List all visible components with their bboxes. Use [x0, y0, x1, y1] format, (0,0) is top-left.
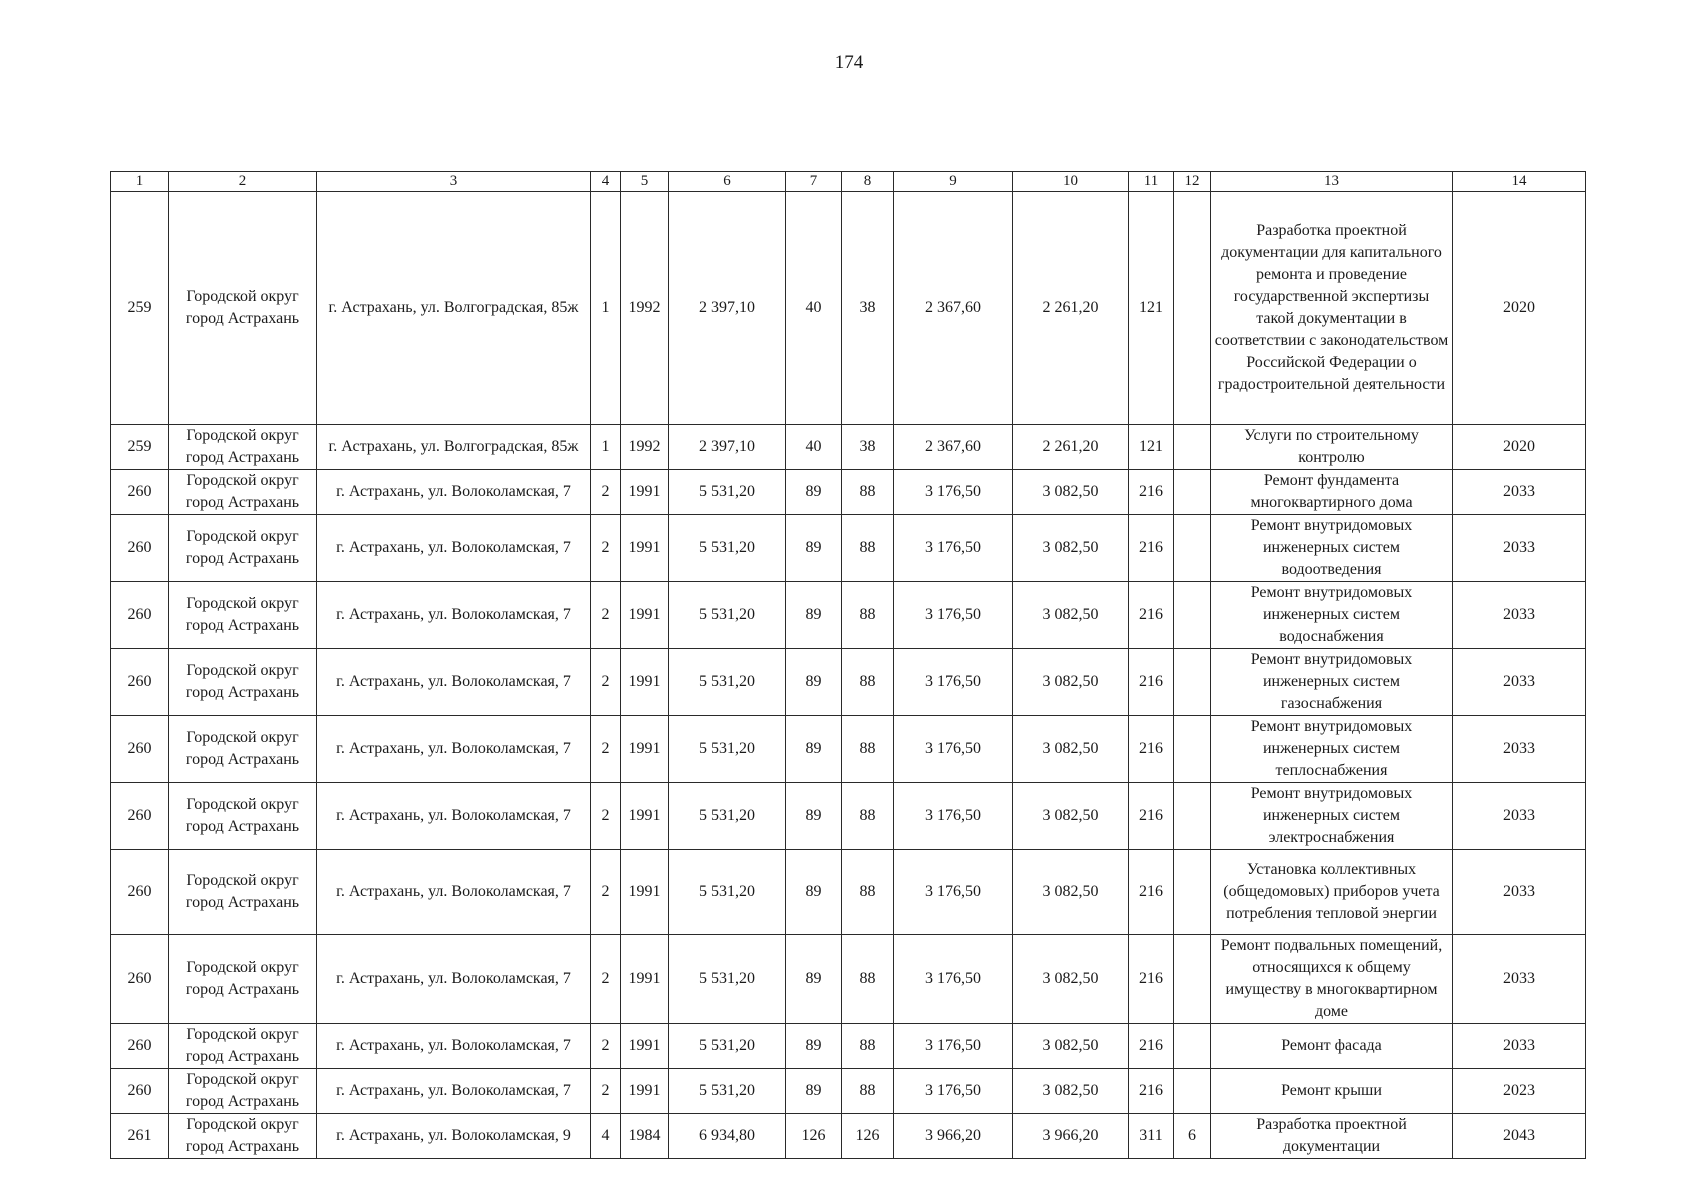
cell-number: 259 [111, 425, 169, 470]
cell-residential-area: 3 176,50 [894, 582, 1013, 649]
cell-total-area: 5 531,20 [669, 1024, 786, 1069]
cell-number: 260 [111, 470, 169, 515]
cell-private-area: 3 082,50 [1013, 716, 1129, 783]
cell-col-12 [1174, 716, 1211, 783]
cell-address: г. Астрахань, ул. Волоколамская, 7 [317, 515, 591, 582]
cell-residents: 88 [842, 649, 894, 716]
header-cell: 11 [1129, 172, 1174, 192]
cell-year: 1991 [621, 716, 669, 783]
cell-residents: 38 [842, 192, 894, 425]
table-row [111, 649, 1586, 716]
cell-address: г. Астрахань, ул. Волоколамская, 7 [317, 470, 591, 515]
cell-planned-year: 2020 [1453, 192, 1586, 425]
cell-floors: 2 [591, 515, 621, 582]
cell-residents: 88 [842, 1024, 894, 1069]
cell-total-area: 5 531,20 [669, 470, 786, 515]
header-cell: 6 [669, 172, 786, 192]
cell-private-area: 3 082,50 [1013, 649, 1129, 716]
cell-residents: 88 [842, 935, 894, 1024]
cell-total-area: 2 397,10 [669, 192, 786, 425]
cell-year: 1991 [621, 582, 669, 649]
cell-floors: 2 [591, 935, 621, 1024]
cell-municipality: Городской округ город Астрахань [169, 935, 317, 1024]
cell-municipality: Городской округ город Астрахань [169, 470, 317, 515]
header-cell: 5 [621, 172, 669, 192]
cell-year: 1992 [621, 192, 669, 425]
table-row [111, 935, 1586, 1024]
cell-floors: 2 [591, 1024, 621, 1069]
cell-number: 261 [111, 1114, 169, 1159]
cell-planned-year: 2033 [1453, 582, 1586, 649]
cell-apartments: 89 [786, 716, 842, 783]
cell-residential-area: 3 176,50 [894, 716, 1013, 783]
cell-apartments: 40 [786, 425, 842, 470]
cell-registered: 216 [1129, 515, 1174, 582]
cell-floors: 2 [591, 850, 621, 935]
cell-year: 1991 [621, 515, 669, 582]
cell-private-area: 3 082,50 [1013, 1069, 1129, 1114]
header-cell: 10 [1013, 172, 1129, 192]
cell-registered: 216 [1129, 850, 1174, 935]
cell-number: 260 [111, 1024, 169, 1069]
cell-municipality: Городской округ город Астрахань [169, 716, 317, 783]
cell-private-area: 2 261,20 [1013, 425, 1129, 470]
cell-number: 260 [111, 515, 169, 582]
cell-municipality: Городской округ город Астрахань [169, 783, 317, 850]
table-header [111, 172, 1586, 192]
cell-col-12 [1174, 1024, 1211, 1069]
cell-work-type: Ремонт подвальных помещений, относящихся к общему имуществу в многоквартирном доме [1211, 935, 1453, 1024]
cell-apartments: 89 [786, 515, 842, 582]
cell-total-area: 5 531,20 [669, 783, 786, 850]
cell-work-type: Ремонт внутридомовых инженерных систем теплоснабжения [1211, 716, 1453, 783]
cell-year: 1991 [621, 850, 669, 935]
cell-registered: 121 [1129, 192, 1174, 425]
cell-number: 260 [111, 649, 169, 716]
cell-year: 1991 [621, 1024, 669, 1069]
cell-residential-area: 3 176,50 [894, 649, 1013, 716]
cell-floors: 4 [591, 1114, 621, 1159]
cell-residential-area: 3 176,50 [894, 850, 1013, 935]
cell-residents: 88 [842, 783, 894, 850]
cell-private-area: 3 082,50 [1013, 1024, 1129, 1069]
capital-repair-table [110, 171, 1586, 1159]
cell-residential-area: 3 176,50 [894, 515, 1013, 582]
cell-residents: 88 [842, 850, 894, 935]
cell-address: г. Астрахань, ул. Волоколамская, 7 [317, 783, 591, 850]
cell-private-area: 3 082,50 [1013, 783, 1129, 850]
cell-floors: 2 [591, 1069, 621, 1114]
cell-residential-area: 3 176,50 [894, 935, 1013, 1024]
cell-planned-year: 2033 [1453, 470, 1586, 515]
cell-registered: 216 [1129, 935, 1174, 1024]
cell-year: 1991 [621, 935, 669, 1024]
cell-total-area: 5 531,20 [669, 850, 786, 935]
cell-work-type: Ремонт фасада [1211, 1024, 1453, 1069]
cell-planned-year: 2033 [1453, 783, 1586, 850]
cell-address: г. Астрахань, ул. Волоколамская, 7 [317, 1024, 591, 1069]
cell-total-area: 5 531,20 [669, 515, 786, 582]
header-cell: 4 [591, 172, 621, 192]
cell-total-area: 5 531,20 [669, 649, 786, 716]
cell-col-12 [1174, 425, 1211, 470]
cell-year: 1991 [621, 1069, 669, 1114]
cell-private-area: 3 966,20 [1013, 1114, 1129, 1159]
cell-col-12 [1174, 582, 1211, 649]
cell-year: 1991 [621, 783, 669, 850]
cell-address: г. Астрахань, ул. Волоколамская, 7 [317, 850, 591, 935]
cell-private-area: 2 261,20 [1013, 192, 1129, 425]
cell-apartments: 89 [786, 935, 842, 1024]
cell-floors: 1 [591, 192, 621, 425]
cell-registered: 216 [1129, 1024, 1174, 1069]
cell-residents: 126 [842, 1114, 894, 1159]
cell-municipality: Городской округ город Астрахань [169, 582, 317, 649]
cell-work-type: Ремонт внутридомовых инженерных систем газоснабжения [1211, 649, 1453, 716]
cell-number: 260 [111, 582, 169, 649]
table-row [111, 425, 1586, 470]
cell-residential-area: 3 176,50 [894, 1024, 1013, 1069]
cell-registered: 216 [1129, 649, 1174, 716]
cell-planned-year: 2033 [1453, 1024, 1586, 1069]
table-body [111, 192, 1586, 1159]
cell-col-12 [1174, 850, 1211, 935]
header-cell: 8 [842, 172, 894, 192]
cell-apartments: 89 [786, 1024, 842, 1069]
cell-residents: 88 [842, 515, 894, 582]
header-cell: 12 [1174, 172, 1211, 192]
cell-floors: 2 [591, 716, 621, 783]
cell-number: 260 [111, 716, 169, 783]
cell-private-area: 3 082,50 [1013, 850, 1129, 935]
cell-municipality: Городской округ город Астрахань [169, 1069, 317, 1114]
cell-address: г. Астрахань, ул. Волоколамская, 7 [317, 716, 591, 783]
cell-municipality: Городской округ город Астрахань [169, 515, 317, 582]
table-row [111, 716, 1586, 783]
cell-planned-year: 2033 [1453, 935, 1586, 1024]
table-row [111, 470, 1586, 515]
cell-residents: 88 [842, 1069, 894, 1114]
cell-residents: 38 [842, 425, 894, 470]
cell-registered: 216 [1129, 783, 1174, 850]
cell-planned-year: 2020 [1453, 425, 1586, 470]
cell-col-12: 6 [1174, 1114, 1211, 1159]
cell-work-type: Ремонт внутридомовых инженерных систем водоснабжения [1211, 582, 1453, 649]
cell-apartments: 89 [786, 649, 842, 716]
cell-registered: 216 [1129, 1069, 1174, 1114]
cell-work-type: Ремонт фундамента многоквартирного дома [1211, 470, 1453, 515]
cell-municipality: Городской округ город Астрахань [169, 850, 317, 935]
cell-municipality: Городской округ город Астрахань [169, 649, 317, 716]
cell-municipality: Городской округ город Астрахань [169, 425, 317, 470]
cell-planned-year: 2033 [1453, 716, 1586, 783]
cell-total-area: 5 531,20 [669, 582, 786, 649]
cell-apartments: 40 [786, 192, 842, 425]
table-row [111, 582, 1586, 649]
cell-total-area: 5 531,20 [669, 935, 786, 1024]
cell-private-area: 3 082,50 [1013, 470, 1129, 515]
cell-total-area: 5 531,20 [669, 716, 786, 783]
cell-apartments: 89 [786, 470, 842, 515]
table-row [111, 192, 1586, 425]
cell-private-area: 3 082,50 [1013, 935, 1129, 1024]
cell-work-type: Разработка проектной документации [1211, 1114, 1453, 1159]
cell-private-area: 3 082,50 [1013, 515, 1129, 582]
cell-residents: 88 [842, 716, 894, 783]
table-row [111, 1114, 1586, 1159]
cell-registered: 311 [1129, 1114, 1174, 1159]
header-row [111, 172, 1586, 192]
header-cell: 13 [1211, 172, 1453, 192]
cell-col-12 [1174, 515, 1211, 582]
cell-number: 259 [111, 192, 169, 425]
cell-col-12 [1174, 649, 1211, 716]
header-cell: 14 [1453, 172, 1586, 192]
header-cell: 9 [894, 172, 1013, 192]
cell-apartments: 89 [786, 582, 842, 649]
cell-col-12 [1174, 1069, 1211, 1114]
table-row [111, 515, 1586, 582]
cell-floors: 1 [591, 425, 621, 470]
cell-year: 1992 [621, 425, 669, 470]
cell-apartments: 89 [786, 783, 842, 850]
header-cell: 2 [169, 172, 317, 192]
cell-number: 260 [111, 1069, 169, 1114]
cell-year: 1991 [621, 470, 669, 515]
table-row [111, 783, 1586, 850]
cell-planned-year: 2033 [1453, 850, 1586, 935]
cell-col-12 [1174, 192, 1211, 425]
cell-residential-area: 3 176,50 [894, 783, 1013, 850]
cell-residential-area: 2 367,60 [894, 425, 1013, 470]
cell-municipality: Городской округ город Астрахань [169, 1024, 317, 1069]
header-cell: 1 [111, 172, 169, 192]
cell-col-12 [1174, 783, 1211, 850]
cell-address: г. Астрахань, ул. Волоколамская, 7 [317, 649, 591, 716]
cell-work-type: Услуги по строительному контролю [1211, 425, 1453, 470]
cell-work-type: Ремонт внутридомовых инженерных систем водоотведения [1211, 515, 1453, 582]
cell-residential-area: 3 176,50 [894, 470, 1013, 515]
cell-floors: 2 [591, 470, 621, 515]
cell-total-area: 2 397,10 [669, 425, 786, 470]
cell-address: г. Астрахань, ул. Волгоградская, 85ж [317, 192, 591, 425]
cell-residents: 88 [842, 470, 894, 515]
cell-residential-area: 3 176,50 [894, 1069, 1013, 1114]
cell-registered: 216 [1129, 470, 1174, 515]
cell-municipality: Городской округ город Астрахань [169, 1114, 317, 1159]
cell-floors: 2 [591, 783, 621, 850]
cell-col-12 [1174, 935, 1211, 1024]
cell-residential-area: 3 966,20 [894, 1114, 1013, 1159]
cell-year: 1984 [621, 1114, 669, 1159]
cell-planned-year: 2033 [1453, 649, 1586, 716]
page-number: 174 [834, 52, 864, 73]
cell-private-area: 3 082,50 [1013, 582, 1129, 649]
cell-planned-year: 2043 [1453, 1114, 1586, 1159]
cell-apartments: 89 [786, 850, 842, 935]
cell-floors: 2 [591, 582, 621, 649]
cell-apartments: 126 [786, 1114, 842, 1159]
cell-total-area: 6 934,80 [669, 1114, 786, 1159]
cell-address: г. Астрахань, ул. Волоколамская, 7 [317, 582, 591, 649]
cell-residents: 88 [842, 582, 894, 649]
cell-address: г. Астрахань, ул. Волоколамская, 9 [317, 1114, 591, 1159]
cell-number: 260 [111, 850, 169, 935]
cell-year: 1991 [621, 649, 669, 716]
cell-col-12 [1174, 470, 1211, 515]
cell-address: г. Астрахань, ул. Волоколамская, 7 [317, 1069, 591, 1114]
cell-planned-year: 2023 [1453, 1069, 1586, 1114]
cell-number: 260 [111, 783, 169, 850]
cell-registered: 216 [1129, 582, 1174, 649]
table-row [111, 1069, 1586, 1114]
cell-work-type: Разработка проектной документации для капитального ремонта и проведение государственной экспертизы такой документации в соответствии с законодательством Российской Федерации о градостроительной деятельности [1211, 192, 1453, 425]
cell-total-area: 5 531,20 [669, 1069, 786, 1114]
cell-work-type: Ремонт внутридомовых инженерных систем электроснабжения [1211, 783, 1453, 850]
cell-municipality: Городской округ город Астрахань [169, 192, 317, 425]
table-row [111, 1024, 1586, 1069]
cell-registered: 216 [1129, 716, 1174, 783]
cell-number: 260 [111, 935, 169, 1024]
cell-floors: 2 [591, 649, 621, 716]
cell-address: г. Астрахань, ул. Волгоградская, 85ж [317, 425, 591, 470]
cell-registered: 121 [1129, 425, 1174, 470]
cell-apartments: 89 [786, 1069, 842, 1114]
cell-residential-area: 2 367,60 [894, 192, 1013, 425]
cell-work-type: Установка коллективных (общедомовых) приборов учета потребления тепловой энергии [1211, 850, 1453, 935]
cell-work-type: Ремонт крыши [1211, 1069, 1453, 1114]
header-cell: 7 [786, 172, 842, 192]
table-row [111, 850, 1586, 935]
cell-address: г. Астрахань, ул. Волоколамская, 7 [317, 935, 591, 1024]
header-cell: 3 [317, 172, 591, 192]
cell-planned-year: 2033 [1453, 515, 1586, 582]
